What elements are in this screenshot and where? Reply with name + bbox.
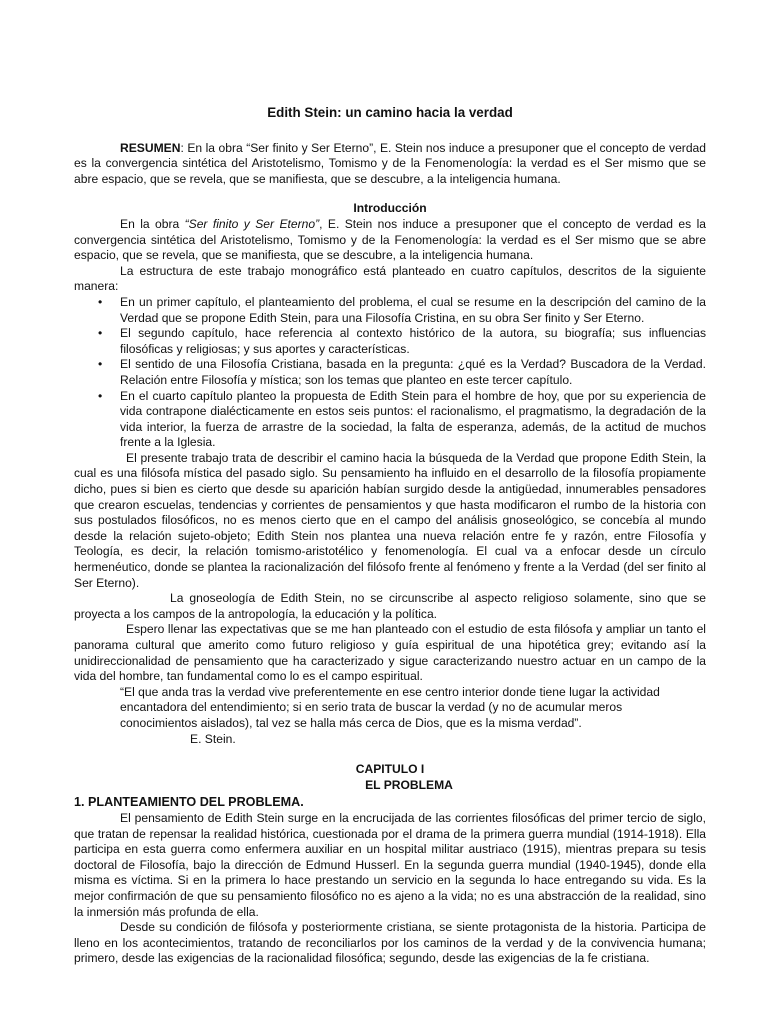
list-item <box>74 326 706 357</box>
quote-author: E. Stein. <box>190 731 236 746</box>
intro-paragraph-5: Espero llenar las expectativas que se me han planteado con el estudio de esta filósofa y ampliar un tanto el panorama cultural que amerito como futuro religioso y guía espiritual de una hipotética grey; evitando así la unidireccionalidad de pensamiento que ha caracterizado y sigue caracterizando nuestro actuar en un campo de la vida del hombre, tan fundamental como lo es el campo espiritual. <box>74 622 706 684</box>
intro-heading: Introducción <box>353 201 427 216</box>
chapter-subtitle: EL PROBLEMA <box>365 777 453 792</box>
summary-text: : En la obra “Ser finito y Ser Eterno”, E. Stein nos induce a presuponer que el concepto de verdad es la convergencia sintética del Aristotelismo, Tomismo y de la Fenomenología: la verdad es el Ser mismo que se abre espacio, que se revela, que se manifiesta, que se descubre, a la inteligencia humana. <box>74 140 706 186</box>
intro-p1-work-title: “Ser finito y Ser Eterno” <box>184 216 320 231</box>
list-item-text: El segundo capítulo, hace referencia al contexto histórico de la autora, su biografía; sus influencias filosóficas y religiosas; y sus aportes y características. <box>120 326 706 356</box>
chapter-paragraph-2: Desde su condición de filósofa y posteriormente cristiana, se siente protagonista de la historia. Participa de lleno en los acontecimientos, tratando de reconciliarlos por los caminos de la verdad y de la convivencia humana; primero, desde las exigencias de la racionalidad filosófica; segundo, desde las exigencias de la fe cristiana. <box>74 920 706 966</box>
bullet-icon: • <box>98 294 103 309</box>
chapter-paragraph-1: El pensamiento de Edith Stein surge en la encrucijada de las corrientes filosóficas del primer tercio de siglo, que tratan de repensar la realidad histórica, cuestionada por el drama de la primera guerra mundial (1914-1918). Ella participa en esta guerra como enfermera auxiliar en un hospital militar austriaco (1915), mientras prepara su tesis doctoral de Filosofía, bajo la dirección de Edmund Husserl. En la segunda guerra mundial (1940-1945), donde ella misma es víctima. Si en la primera lo hace prestando un servicio en la segunda lo hace entregando su vida. Es la mejor confirmación de que su pensamiento filosófico no es ajeno a la vida; no es una abstracción de la realidad, sino la inmersión más profunda de ella. <box>74 810 706 919</box>
list-item <box>74 389 706 451</box>
intro-paragraph-3: El presente trabajo trata de describir el camino hacia la búsqueda de la Verdad que propone Edith Stein, la cual es una filósofa mística del pasado siglo. Su pensamiento ha influido en el desarrollo de la filosofía propiamente dicho, pues si bien es cierto que desde su aparición habían surgido desde la antigüedad, innumerables pensadores que crearon escuelas, tendencias y corrientes de pensamientos y que hasta modificaron el rumbo de la historia con sus postulados filosóficos, no es menos cierto que en el campo del análisis gnoseológico, se concebía al mundo desde la relación sujeto-objeto; Edith Stein nos plantea una nueva relación entre fe y razón, entre Filosofía y Teología, es decir, la relación tomismo-aristotélico y fenomenología. El cual va a enfocar desde un círculo hermenéutico, donde se plantea la racionalización del filósofo frente al fenómeno y frente a la Verdad (del ser finito al Ser Eterno). <box>74 450 706 590</box>
document-title: Edith Stein: un camino hacia la verdad <box>267 105 513 120</box>
section-heading: 1. PLANTEAMIENTO DEL PROBLEMA. <box>74 795 304 810</box>
intro-paragraph-1 <box>74 217 706 264</box>
bullet-icon: • <box>98 357 103 372</box>
intro-paragraph-2: La estructura de este trabajo monográfico está planteado en cuatro capítulos, descritos de la siguiente manera: <box>74 263 706 294</box>
list-item-text: El sentido de una Filosofía Cristiana, basada en la pregunta: ¿qué es la Verdad? Buscadora de la Verdad. Relación entre Filosofía y mística; son los temas que planteo en este tercer capítulo. <box>120 357 706 387</box>
summary-label: RESUMEN <box>120 140 181 155</box>
bullet-icon: • <box>98 388 103 403</box>
list-item-text: En un primer capítulo, el planteamiento del problema, el cual se resume en la descripción del camino de la Verdad que se propone Edith Stein, para una Filosofía Cristina, en su obra Ser finito y Ser Eterno. <box>120 294 706 325</box>
chapter-outline-list <box>74 295 706 451</box>
document-page <box>74 105 706 967</box>
chapter-label: CAPITULO I <box>355 762 425 777</box>
stein-quote: “El que anda tras la verdad vive preferentemente en ese centro interior donde tiene lugar la actividad encantadora del entendimiento; si en serio trata de buscar la verdad (y no de acumular meros conocimientos aislados), tal vez se halla más cerca de Dios, que es la misma verdad”. <box>120 684 660 730</box>
list-item-text: En el cuarto capítulo planteo la propuesta de Edith Stein para el hombre de hoy, que por su experiencia de vida contrapone dialécticamente en estos seis puntos: el racionalismo, el pragmatismo, la degradación de la vida interior, la fuerza de arrastre de la sociedad, la falta de esperanza, además, de la actitud de muchos frente a la Iglesia. <box>120 388 706 450</box>
list-item <box>74 357 706 388</box>
intro-p1-end: , E. Stein nos induce a presuponer que el concepto de verdad es la convergencia sintética del Aristotelismo, Tomismo y de la Fenomenología: la verdad es el Ser mismo que se abre espacio, que se revela, que se manifiesta, que se descubre, a la inteligencia humana. <box>74 216 706 263</box>
intro-paragraph-4: La gnoseología de Edith Stein, no se circunscribe al aspecto religioso solamente, sino que se proyecta a los campos de la antropología, la educación y la política. <box>74 591 706 621</box>
intro-p1-start: En la obra <box>120 216 185 231</box>
summary-paragraph <box>74 141 706 188</box>
bullet-icon: • <box>98 326 103 341</box>
list-item <box>74 295 706 326</box>
